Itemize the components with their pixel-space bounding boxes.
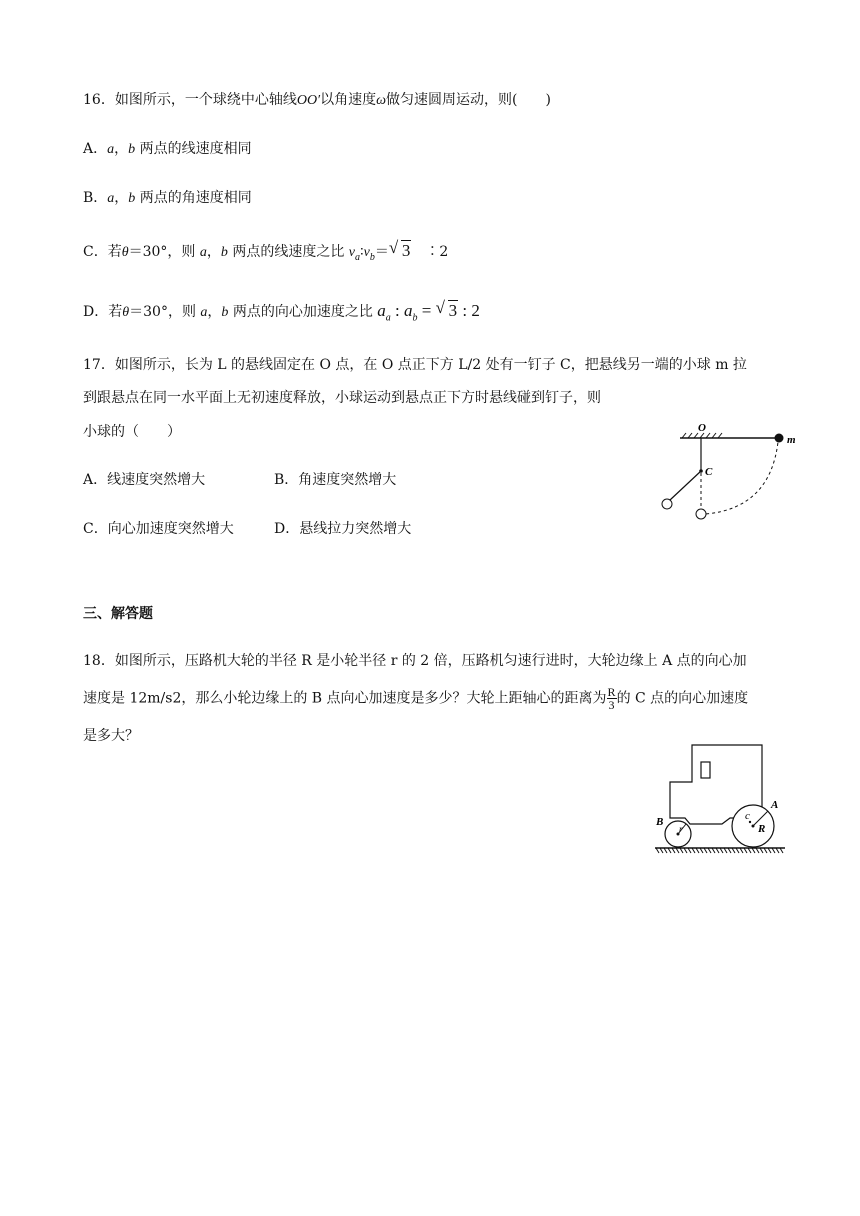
label-c: C — [705, 466, 713, 478]
q17-option-a: A．线速度突然增大 — [83, 472, 206, 488]
label-c: c — [745, 810, 750, 822]
pendulum-figure — [650, 418, 810, 528]
q16-option-c: C．若θ＝30°，则 a，b 两点的线速度之比 $v_a∶v_b=√$ 3 ∶2 — [83, 241, 448, 263]
road-roller-figure — [650, 740, 790, 860]
q17-option-c: C．向心加速度突然增大 — [83, 521, 234, 537]
label-o: O — [698, 422, 706, 434]
q17-line-3: 小球的（ ） — [83, 424, 181, 440]
q16-option-b: B．a，b 两点的角速度相同 — [83, 190, 252, 206]
q17-option-b: B．角速度突然增大 — [274, 472, 397, 488]
label-b: B — [656, 816, 664, 828]
sqrt-symbol: √ 3 — [389, 241, 412, 261]
q18-line-1: 18．如图所示，压路机大轮的半径 R 是小轮半径 r 的 2 倍，压路机匀速行进时，大轮边缘上 A 点的向心加 — [83, 653, 747, 669]
q18-line-3: 是多大？ — [83, 728, 139, 744]
q17-line-2: 到跟悬点在同一水平面上无初速度释放，小球运动到悬点正下方时悬线碰到钉子，则 — [83, 390, 601, 406]
q17-option-d: D．悬线拉力突然增大 — [274, 521, 412, 537]
q16-stem: 16．如图所示，一个球绕中心轴线OO′以角速度ω做匀速圆周运动，则( ) — [83, 92, 551, 108]
label-m: m — [787, 434, 796, 446]
q16-option-a: A．a，b 两点的线速度相同 — [83, 141, 252, 157]
sqrt-symbol: √ 3 — [436, 301, 459, 321]
section-heading: 三、解答题 — [83, 606, 153, 622]
label-r-small: r — [679, 824, 683, 834]
label-a: A — [771, 799, 779, 811]
q17-line-1: 17．如图所示，长为 L 的悬线固定在 O 点，在 O 点正下方 L/2 处有一钉子 C，把悬线另一端的小球 m 拉 — [83, 357, 747, 373]
q18-line-2: 速度是 12m/s2，那么小轮边缘上的 B 点向心加速度是多少？大轮上距轴心的距离为 $\frac{R}{3}$ 的 C 点的向心加速度 — [83, 685, 749, 712]
label-r-big: R — [758, 823, 766, 835]
fraction-r-over-3: $\frac{R}{3}$ — [607, 685, 616, 712]
q16-option-d: D．若θ＝30°，则 a，b 两点的向心加速度之比 $a_a$ : $a_b$ = √ 3 : 2 — [83, 301, 480, 323]
